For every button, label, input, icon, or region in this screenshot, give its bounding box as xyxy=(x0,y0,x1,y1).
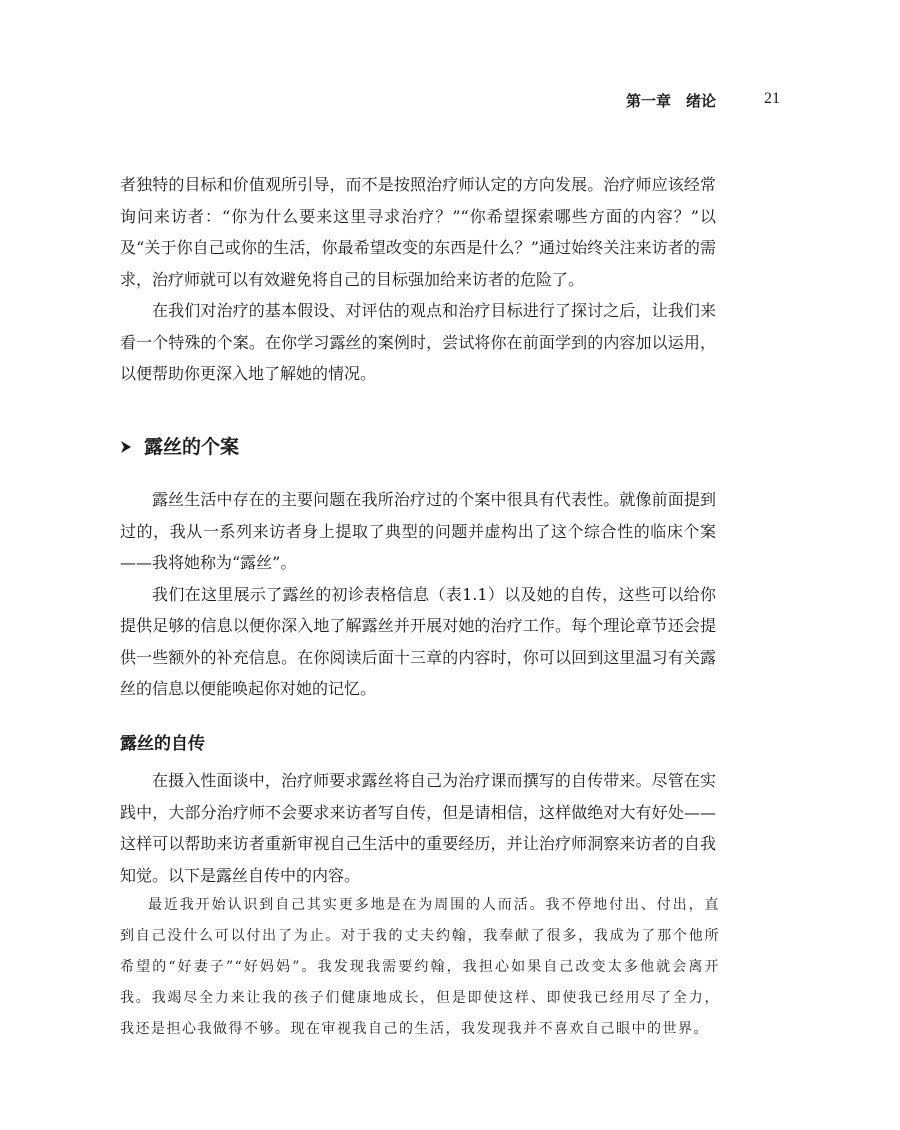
paragraph: 在摄入性面谈中，治疗师要求露丝将自己为治疗课而撰写的自传带来。尽管在实践中，大部分治疗师不会要求来访者写自传，但是请相信，这样做绝对大有好处——这样可以帮助来访者重新审视自己生活中的重要经历，并让治疗师洞察来访者的自我知觉。以下是露丝自传中的内容。 xyxy=(120,771,716,885)
paragraph: 在我们对治疗的基本假设、对评估的观点和治疗目标进行了探讨之后，让我们来看一个特殊的个案。在你学习露丝的案例时，尝试将你在前面学到的内容加以运用，以便帮助你更深入地了解她的情况。 xyxy=(120,301,716,383)
autobiography-excerpt xyxy=(120,890,720,1045)
section-heading xyxy=(120,432,239,459)
section-text xyxy=(120,484,716,705)
arrowhead-icon xyxy=(120,440,132,454)
subsection-heading: 露丝的自传 xyxy=(120,734,205,754)
paragraph: 者独特的目标和价值观所引导，而不是按照治疗师认定的方向发展。治疗师应该经常询问来访者：“你为什么要来这里寻求治疗？”“你希望探索哪些方面的内容？”以及“关于你自己或你的生活，你最希望改变的东西是什么？”通过始终关注来访者的需求，治疗师就可以有效避免将自己的目标强加给来访者的危险了。 xyxy=(120,175,716,289)
intro-text xyxy=(120,169,716,390)
subsection-text xyxy=(120,765,716,891)
paragraph: 我们在这里展示了露丝的初诊表格信息（表1.1）以及她的自传，这些可以给你提供足够的信息以便你深入地了解露丝并开展对她的治疗工作。每个理论章节还会提供一些额外的补充信息。在你阅读后面十三章的内容时，你可以回到这里温习有关露丝的信息以便能唤起你对她的记忆。 xyxy=(120,584,716,698)
page-number: 21 xyxy=(764,90,780,107)
paragraph: 露丝生活中存在的主要问题在我所治疗过的个案中很具有代表性。就像前面提到过的，我从一系列来访者身上提取了典型的问题并虚构出了这个综合性的临床个案——我将她称为“露丝”。 xyxy=(120,490,716,572)
section-title-text: 露丝的个案 xyxy=(144,436,240,458)
quote-paragraph: 最近我开始认识到自己其实更多地是在为周围的人而活。我不停地付出、付出，直到自己没什么可以付出了为止。对于我的丈夫约翰，我奉献了很多，我成为了那个他所希望的“好妻子”“好妈妈”。我发现我需要约翰，我担心如果自己改变太多他就会离开我。我竭尽全力来让我的孩子们健康地成长，但是即使这样、即使我已经用尽了全力，我还是担心我做得不够。现在审视我自己的生活，我发现我并不喜欢自己眼中的世界。 xyxy=(120,897,720,1037)
running-header xyxy=(0,90,900,114)
chapter-title: 第一章 绪论 xyxy=(626,92,717,110)
